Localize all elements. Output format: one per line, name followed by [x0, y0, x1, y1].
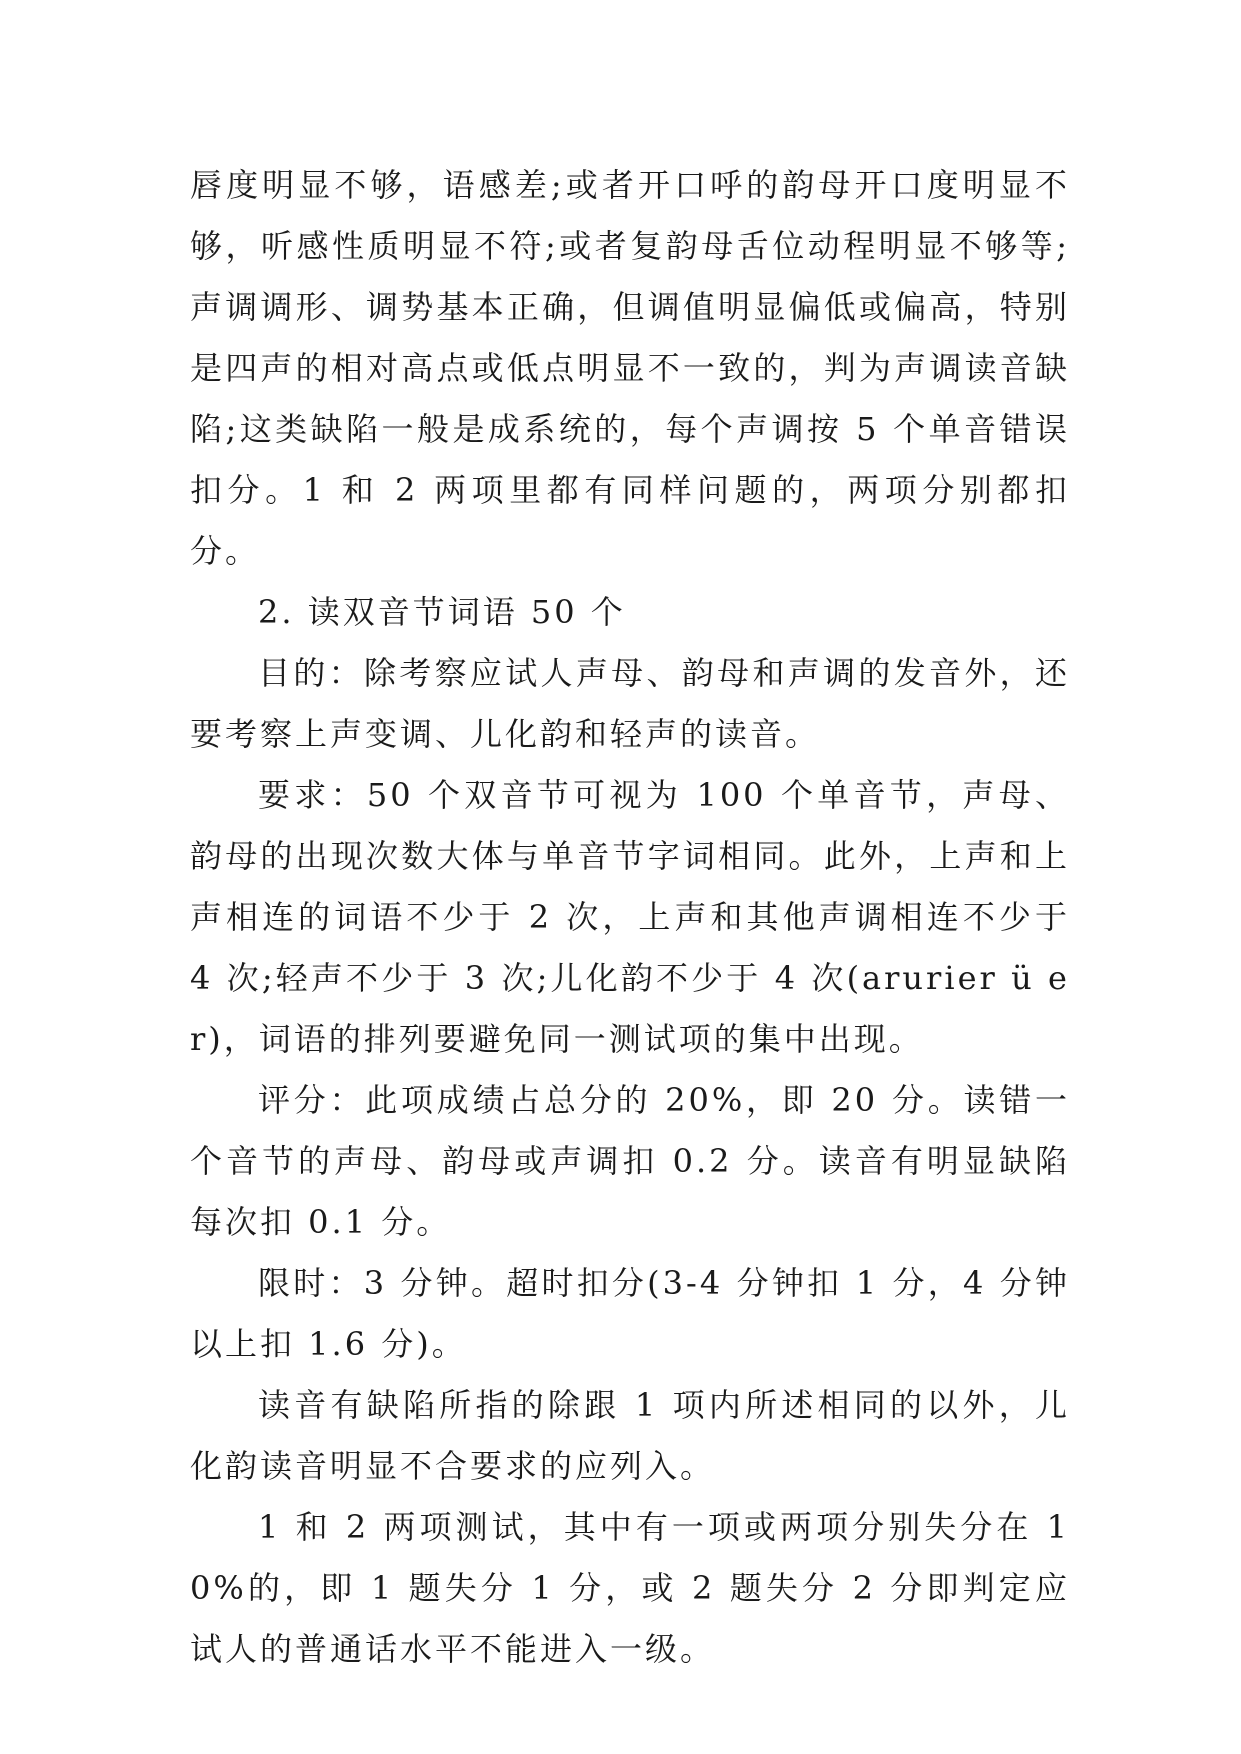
document-page — [190, 155, 1070, 1680]
paragraph-defect-note: 读音有缺陷所指的除跟 1 项内所述相同的以外，儿化韵读音明显不合要求的应列入。 — [190, 1386, 1070, 1485]
paragraph-time-limit: 限时：3 分钟。超时扣分(3-4 分钟扣 1 分，4 分钟以上扣 1.6 分)。 — [190, 1264, 1070, 1363]
section-heading-double-syllable: 2. 读双音节词语 50 个 — [258, 593, 626, 631]
paragraph-purpose: 目的：除考察应试人声母、韵母和声调的发音外，还要考察上声变调、儿化韵和轻声的读音。 — [190, 654, 1070, 753]
paragraph-continuation: 唇度明显不够，语感差;或者开口呼的韵母开口度明显不够，听感性质明显不符;或者复韵母舌位动程明显不够等;声调调形、调势基本正确，但调值明显偏低或偏高，特别是四声的相对高点或低点明显不一致的，判为声调读音缺陷;这类缺陷一般是成系统的，每个声调按 5 个单音错误扣分。1 和 2 两项里都有同样问题的，两项分别都扣分。 — [190, 166, 1070, 570]
paragraph-level-rule: 1 和 2 两项测试，其中有一项或两项分别失分在 10%的，即 1 题失分 1 分，或 2 题失分 2 分即判定应试人的普通话水平不能进入一级。 — [190, 1508, 1070, 1668]
paragraph-requirements: 要求：50 个双音节可视为 100 个单音节，声母、韵母的出现次数大体与单音节字词相同。此外，上声和上声相连的词语不少于 2 次，上声和其他声调相连不少于 4 次;轻声不少于 3 次;儿化韵不少于 4 次(arurier ü er)，词语的排列要避免同一测试项的集中出现。 — [190, 776, 1070, 1058]
paragraph-scoring: 评分：此项成绩占总分的 20%，即 20 分。读错一个音节的声母、韵母或声调扣 0.2 分。读音有明显缺陷每次扣 0.1 分。 — [190, 1081, 1070, 1241]
